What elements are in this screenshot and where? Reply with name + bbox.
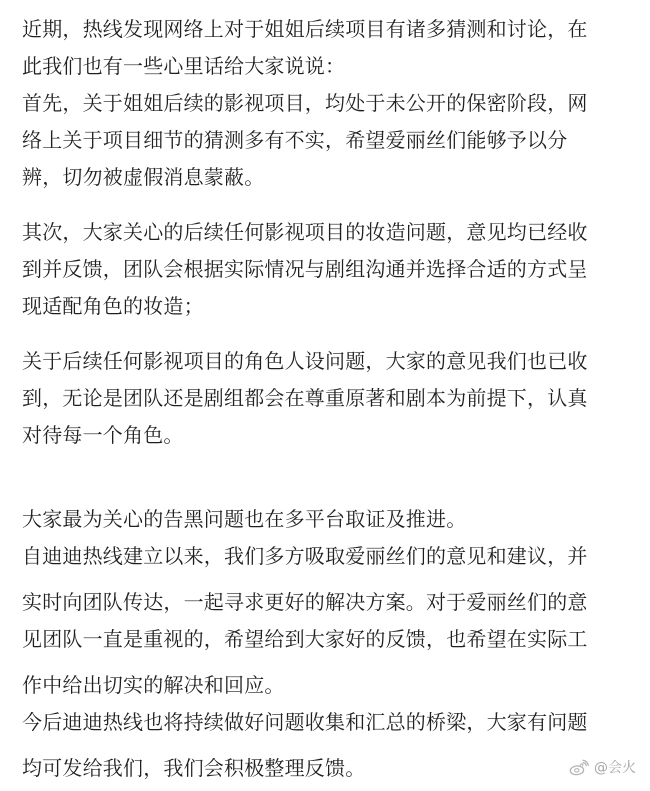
text-line: 见团队一直是重视的，希望给到大家好的反馈，也希望在实际工	[22, 627, 588, 651]
text-line: 络上关于项目细节的猜测多有不实，希望爱丽丝们能够予以分	[22, 128, 568, 152]
text-line: 对待每一个角色。	[22, 423, 184, 447]
text-line: 现适配角色的妆造；	[22, 294, 204, 318]
text-line: 关于后续任何影视项目的角色人设问题，大家的意见我们也已收	[22, 349, 588, 373]
text-line: 到，无论是团队还是剧组都会在尊重原著和剧本为前提下，认真	[22, 386, 588, 410]
text-line: 此我们也有一些心里话给大家说说：	[22, 54, 346, 78]
text-line: 辨，切勿被虚假消息蒙蔽。	[22, 165, 265, 189]
text-line: 作中给出切实的解决和回应。	[22, 673, 285, 697]
text-line: 首先，关于姐姐后续的影视项目，均处于未公开的保密阶段，网	[22, 91, 588, 115]
text-line: 大家最为关心的告黑问题也在多平台取证及推进。	[22, 507, 467, 531]
text-line: 自迪迪热线建立以来，我们多方吸取爱丽丝们的意见和建议，并	[22, 544, 588, 568]
text-line: 近期，热线发现网络上对于姐姐后续项目有诸多猜测和讨论，在	[22, 17, 588, 41]
text-line: 其次，大家关心的后续任何影视项目的妆造问题，意见均已经收	[22, 220, 588, 244]
text-line: 实时向团队传达，一起寻求更好的解决方案。对于爱丽丝们的意	[22, 590, 588, 614]
text-line: 均可发给我们，我们会积极整理反馈。	[22, 756, 366, 780]
weibo-watermark	[568, 757, 636, 779]
text-line: 到并反馈，团队会根据实际情况与剧组沟通并选择合适的方式呈	[22, 257, 588, 281]
watermark-text: @会火	[594, 760, 636, 776]
text-line: 今后迪迪热线也将持续做好问题收集和汇总的桥梁，大家有问题	[22, 710, 588, 734]
weibo-icon	[568, 757, 590, 779]
